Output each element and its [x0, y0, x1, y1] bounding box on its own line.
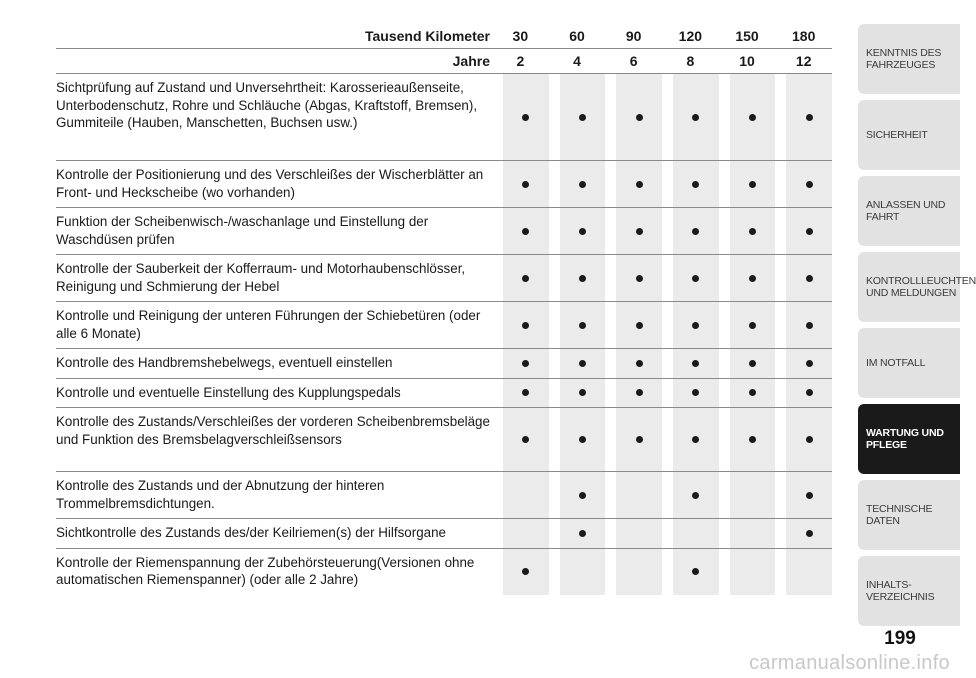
interval-cell — [673, 549, 719, 595]
check-dot-icon — [579, 530, 586, 537]
interval-cell — [730, 549, 776, 595]
interval-cell — [730, 74, 776, 160]
years-header-value: 8 — [686, 53, 695, 69]
interval-cell — [673, 161, 719, 207]
chapter-tab[interactable]: INHALTS-VERZEICHNIS — [858, 556, 960, 626]
interval-cell — [673, 302, 719, 348]
chapter-tabs — [858, 24, 976, 632]
interval-cell — [673, 519, 719, 548]
interval-cell — [673, 408, 719, 471]
interval-cell — [786, 208, 832, 254]
km-header-value: 180 — [792, 28, 816, 44]
check-dot-icon — [522, 389, 529, 396]
interval-cell — [786, 255, 832, 301]
interval-cell — [786, 161, 832, 207]
km-header-value: 90 — [625, 28, 642, 44]
row-description: Kontrolle der Sauberkeit der Kofferraum- und Motorhaubenschlösser, Reinigung und Schmierung der Hebel — [56, 261, 466, 294]
interval-cell — [503, 379, 549, 408]
interval-cell — [730, 255, 776, 301]
chapter-tab[interactable]: KONTROLLLEUCHTEN UND MELDUNGEN — [858, 252, 960, 322]
interval-cell — [560, 519, 606, 548]
maintenance-table — [56, 24, 832, 595]
table-row — [56, 407, 832, 471]
interval-cell — [503, 302, 549, 348]
years-header-value: 10 — [739, 53, 755, 69]
km-header-label: Tausend Kilometer — [365, 28, 490, 44]
page-number: 199 — [884, 628, 916, 649]
check-dot-icon — [522, 568, 529, 575]
check-dot-icon — [806, 492, 813, 499]
table-row — [56, 518, 832, 548]
check-dot-icon — [636, 181, 643, 188]
check-dot-icon — [749, 114, 756, 121]
check-dot-icon — [806, 275, 813, 282]
interval-cell — [730, 349, 776, 378]
interval-cell — [616, 472, 662, 518]
table-row — [56, 548, 832, 595]
interval-cell — [560, 549, 606, 595]
check-dot-icon — [636, 436, 643, 443]
table-row — [56, 73, 832, 160]
check-dot-icon — [579, 228, 586, 235]
check-dot-icon — [806, 322, 813, 329]
table-row — [56, 160, 832, 207]
row-description: Kontrolle und eventuelle Einstellung des Kupplungspedals — [56, 384, 401, 400]
check-dot-icon — [579, 389, 586, 396]
interval-cell — [730, 208, 776, 254]
interval-cell — [673, 349, 719, 378]
km-header-value: 120 — [678, 28, 703, 44]
check-dot-icon — [579, 436, 586, 443]
table-row — [56, 301, 832, 348]
years-header-values — [492, 53, 832, 69]
check-dot-icon — [692, 114, 699, 121]
check-dot-icon — [636, 228, 643, 235]
interval-cell — [503, 255, 549, 301]
years-header-label: Jahre — [452, 53, 490, 69]
check-dot-icon — [692, 228, 699, 235]
years-header-row — [56, 49, 832, 73]
chapter-tab[interactable]: TECHNISCHE DATEN — [858, 480, 960, 550]
chapter-tab[interactable]: IM NOTFALL — [858, 328, 960, 398]
interval-cell — [673, 379, 719, 408]
check-dot-icon — [579, 275, 586, 282]
check-dot-icon — [692, 360, 699, 367]
table-row — [56, 254, 832, 301]
interval-cell — [786, 519, 832, 548]
row-description: Kontrolle des Handbremshebelwegs, eventuell einstellen — [56, 355, 393, 370]
check-dot-icon — [636, 389, 643, 396]
km-header-value: 30 — [512, 28, 529, 44]
table-row — [56, 378, 832, 408]
interval-cell — [673, 472, 719, 518]
interval-cell — [616, 208, 662, 254]
chapter-tab[interactable]: WARTUNG UND PFLEGE — [858, 404, 960, 474]
watermark: carmanualsonline.info — [749, 652, 950, 674]
row-description: Sichtkontrolle des Zustands des/der Keilriemen(s) der Hilfsorgane — [56, 525, 446, 540]
check-dot-icon — [806, 360, 813, 367]
interval-cell — [786, 379, 832, 408]
check-dot-icon — [692, 492, 699, 499]
row-description: Funktion der Scheibenwisch-/waschanlage und Einstellung der Waschdüsen prüfen — [56, 214, 429, 247]
interval-cell — [730, 161, 776, 207]
km-header-row — [56, 24, 832, 49]
check-dot-icon — [522, 275, 529, 282]
interval-cell — [560, 408, 606, 471]
interval-cell — [616, 379, 662, 408]
check-dot-icon — [636, 114, 643, 121]
interval-cell — [730, 519, 776, 548]
check-dot-icon — [806, 181, 813, 188]
check-dot-icon — [692, 436, 699, 443]
check-dot-icon — [636, 360, 643, 367]
interval-cell — [616, 519, 662, 548]
years-header-value: 4 — [573, 53, 581, 69]
check-dot-icon — [522, 181, 529, 188]
row-description: Kontrolle der Positionierung und des Verschleißes der Wischerblätter an Front- und Heckscheibe (wo vorhanden) — [56, 167, 484, 200]
check-dot-icon — [522, 436, 529, 443]
chapter-tab[interactable]: KENNTNIS DES FAHRZEUGES — [858, 24, 960, 94]
check-dot-icon — [749, 389, 756, 396]
km-header-value: 150 — [735, 28, 759, 44]
interval-cell — [786, 408, 832, 471]
interval-cell — [616, 549, 662, 595]
interval-cell — [560, 255, 606, 301]
interval-cell — [503, 349, 549, 378]
interval-cell — [673, 255, 719, 301]
row-description: Kontrolle der Riemenspannung der Zubehörsteuerung(Versionen ohne automatischen Riemenspanner) (oder alle 2 Jahre) — [56, 554, 475, 587]
check-dot-icon — [806, 389, 813, 396]
chapter-tab[interactable]: ANLASSEN UND FAHRT — [858, 176, 960, 246]
check-dot-icon — [692, 322, 699, 329]
interval-cell — [730, 408, 776, 471]
interval-cell — [786, 349, 832, 378]
interval-cell — [616, 349, 662, 378]
interval-cell — [616, 255, 662, 301]
km-header-value: 60 — [569, 28, 585, 44]
interval-cell — [503, 161, 549, 207]
interval-cell — [503, 408, 549, 471]
check-dot-icon — [692, 568, 699, 575]
check-dot-icon — [579, 181, 586, 188]
interval-cell — [616, 302, 662, 348]
check-dot-icon — [692, 389, 699, 396]
check-dot-icon — [579, 322, 586, 329]
check-dot-icon — [522, 228, 529, 235]
table-row — [56, 471, 832, 518]
table-body — [56, 73, 832, 595]
interval-cell — [616, 408, 662, 471]
check-dot-icon — [636, 275, 643, 282]
check-dot-icon — [522, 322, 529, 329]
check-dot-icon — [749, 181, 756, 188]
check-dot-icon — [749, 228, 756, 235]
check-dot-icon — [749, 322, 756, 329]
check-dot-icon — [806, 436, 813, 443]
interval-cell — [560, 302, 606, 348]
check-dot-icon — [749, 275, 756, 282]
interval-cell — [560, 208, 606, 254]
check-dot-icon — [806, 114, 813, 121]
interval-cell — [503, 549, 549, 595]
row-description: Kontrolle des Zustands/Verschleißes der vorderen Scheibenbremsbeläge und Funktion des Bremsbelagverschleißsensors — [56, 414, 490, 447]
km-header-values — [492, 28, 832, 44]
check-dot-icon — [579, 492, 586, 499]
check-dot-icon — [749, 360, 756, 367]
check-dot-icon — [806, 530, 813, 537]
interval-cell — [616, 74, 662, 160]
check-dot-icon — [636, 322, 643, 329]
check-dot-icon — [522, 360, 529, 367]
interval-cell — [503, 74, 549, 160]
interval-cell — [560, 472, 606, 518]
years-header-value: 2 — [516, 53, 525, 69]
interval-cell — [503, 519, 549, 548]
interval-cell — [560, 74, 606, 160]
interval-cell — [786, 472, 832, 518]
interval-cell — [786, 74, 832, 160]
interval-cell — [730, 302, 776, 348]
chapter-tab[interactable]: SICHERHEIT — [858, 100, 960, 170]
interval-cell — [786, 302, 832, 348]
check-dot-icon — [579, 360, 586, 367]
years-header-value: 12 — [795, 53, 812, 69]
interval-cell — [503, 472, 549, 518]
interval-cell — [786, 549, 832, 595]
interval-cell — [730, 379, 776, 408]
check-dot-icon — [522, 114, 529, 121]
years-header-value: 6 — [629, 53, 638, 69]
check-dot-icon — [749, 436, 756, 443]
interval-cell — [560, 161, 606, 207]
table-row — [56, 207, 832, 254]
interval-cell — [673, 208, 719, 254]
check-dot-icon — [806, 228, 813, 235]
check-dot-icon — [692, 181, 699, 188]
interval-cell — [730, 472, 776, 518]
interval-cell — [673, 74, 719, 160]
check-dot-icon — [692, 275, 699, 282]
interval-cell — [560, 349, 606, 378]
row-description: Sichtprüfung auf Zustand und Unversehrtheit: Karosserieaußenseite, Unterbodenschutz, Rohre und Schläuche (Abgas, Kraftstoff, Bremsen), Gummiteile (Hauben, Manschetten, Buchsen usw.) — [56, 80, 478, 130]
row-description: Kontrolle des Zustands und der Abnutzung der hinteren Trommelbremsdichtungen. — [56, 478, 385, 511]
row-description: Kontrolle und Reinigung der unteren Führungen der Schiebetüren (oder alle 6 Monate) — [56, 308, 481, 341]
interval-cell — [560, 379, 606, 408]
check-dot-icon — [579, 114, 586, 121]
table-row — [56, 348, 832, 378]
interval-cell — [616, 161, 662, 207]
interval-cell — [503, 208, 549, 254]
